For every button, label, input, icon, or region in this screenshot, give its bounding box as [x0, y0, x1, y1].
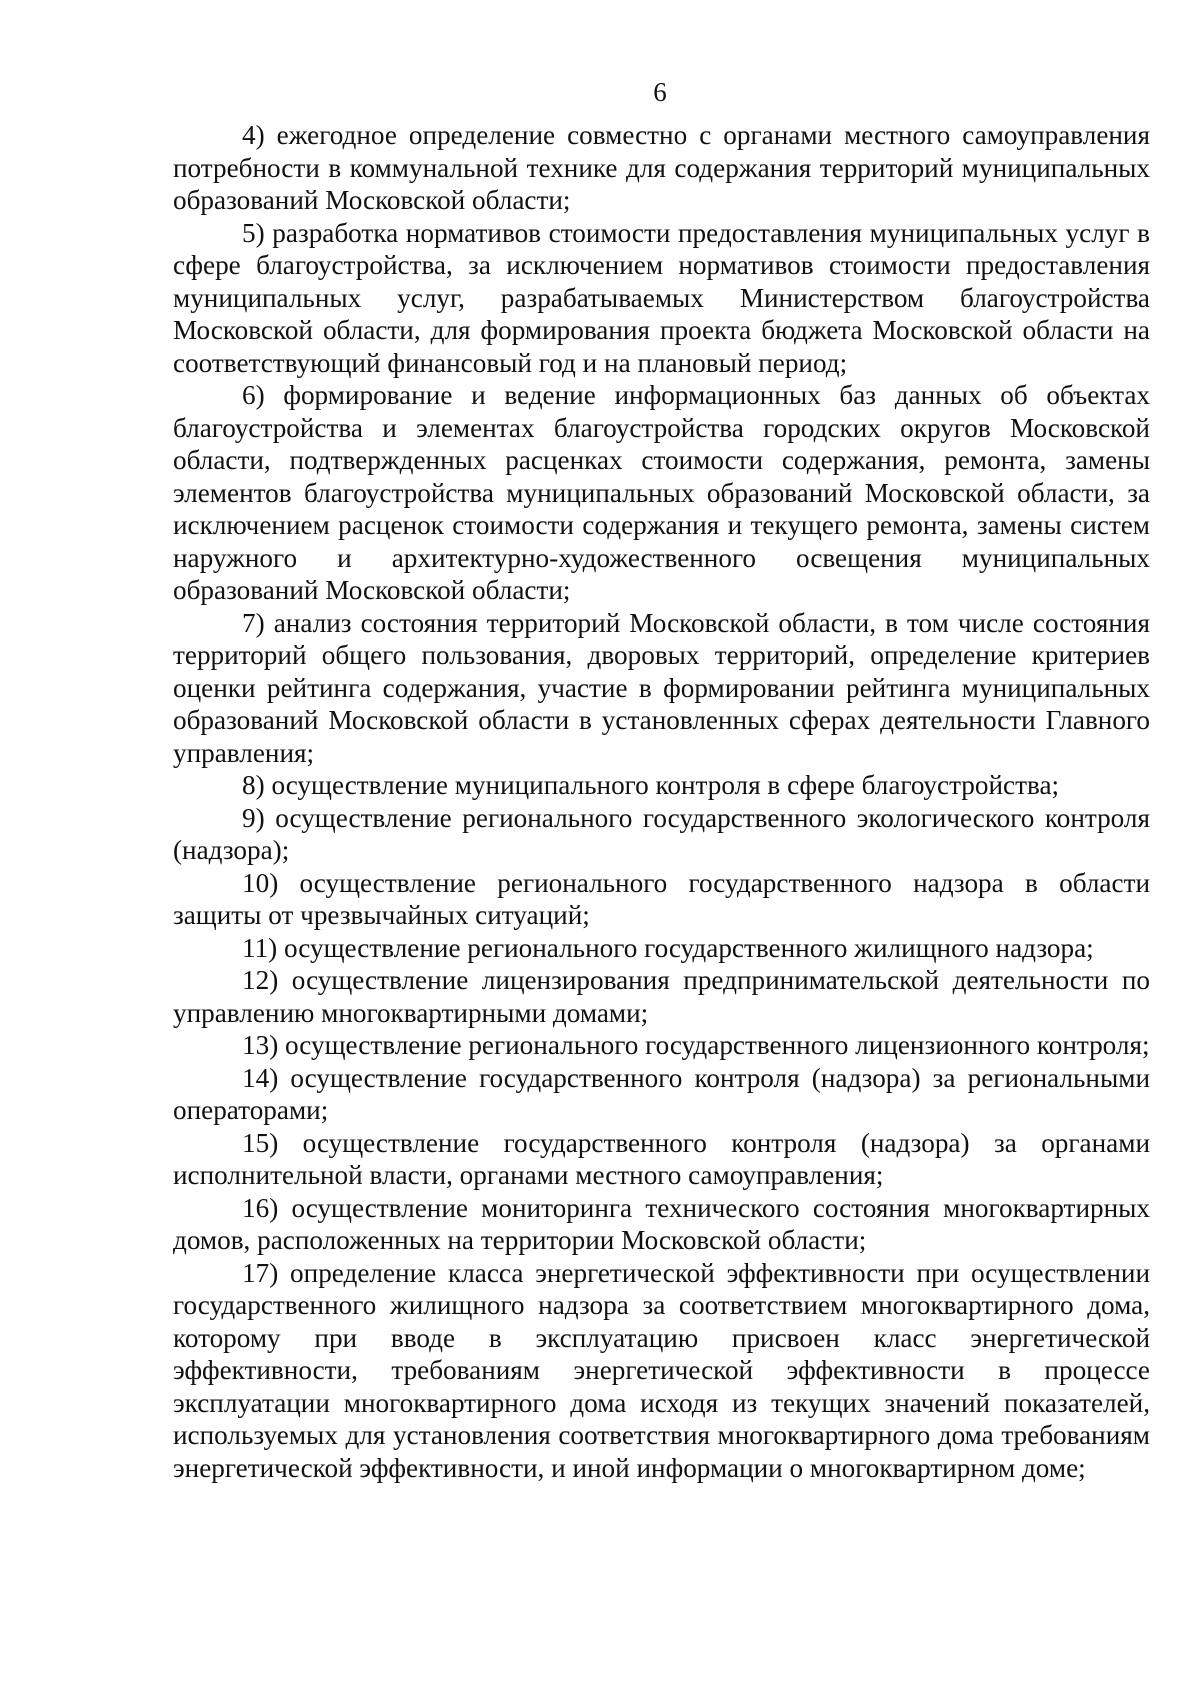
document-body: [173, 119, 1150, 1484]
list-item-8: 8) осуществление муниципального контроля в сфере благоустройства;: [242, 770, 1060, 800]
list-item-16: 16) осуществление мониторинга технического состояния многоквартирных домов, расположенных на территории Московской области;: [173, 1192, 1150, 1255]
list-item-13: 13) осуществление регионального государственного лицензионного контроля;: [242, 1030, 1150, 1060]
list-item-6: 6) формирование и ведение информационных баз данных об объектах благоустройства и элементах благоустройства городских округов Московской области, подтвержденных расценках стоимости содержания, ремонта, замены элементов благоустройства муниципальных образований Московской области, за исключением расценок стоимости содержания и текущего ремонта, замены систем наружного и архитектурно-художественного освещения муниципальных образований Московской области;: [173, 380, 1150, 605]
list-item-17: 17) определение класса энергетической эффективности при осуществлении государственного жилищного надзора за соответствием многоквартирного дома, которому при вводе в эксплуатацию присвоен класс энергетической эффективности, требованиям энергетической эффективности в процессе эксплуатации многоквартирного дома исходя из текущих значений показателей, используемых для установления соответствия многоквартирного дома требованиям энергетической эффективности, и иной информации о многоквартирном доме;: [173, 1257, 1150, 1483]
list-item-10: 10) осуществление регионального государственного надзора в области защиты от чрезвычайных ситуаций;: [173, 867, 1150, 930]
list-item-12: 12) осуществление лицензирования предпринимательской деятельности по управлению многоквартирными домами;: [173, 965, 1150, 1028]
list-item-7: 7) анализ состояния территорий Московской области, в том числе состояния территорий общего пользования, дворовых территорий, определение критериев оценки рейтинга содержания, участие в формировании рейтинга муниципальных образований Московской области в установленных сферах деятельности Главного управления;: [173, 607, 1150, 768]
list-item-14: 14) осуществление государственного контроля (надзора) за региональными операторами;: [173, 1062, 1150, 1125]
list-item-11: 11) осуществление регионального государственного жилищного надзора;: [242, 932, 1094, 963]
page-number: 6: [653, 77, 667, 107]
list-item-15: 15) осуществление государственного контроля (надзора) за органами исполнительной власти, органами местного самоуправления;: [173, 1127, 1150, 1190]
list-item-9: 9) осуществление регионального государственного экологического контроля (надзора);: [173, 802, 1150, 865]
list-item-5: 5) разработка нормативов стоимости предоставления муниципальных услуг в сфере благоустройства, за исключением нормативов стоимости предоставления муниципальных услуг, разрабатываемых Министерством благоустройства Московской области, для формирования проекта бюджета Московской области на соответствующий финансовый год и на плановый период;: [173, 217, 1150, 378]
list-item-4: 4) ежегодное определение совместно с органами местного самоуправления потребности в коммунальной технике для содержания территорий муниципальных образований Московской области;: [173, 120, 1150, 215]
